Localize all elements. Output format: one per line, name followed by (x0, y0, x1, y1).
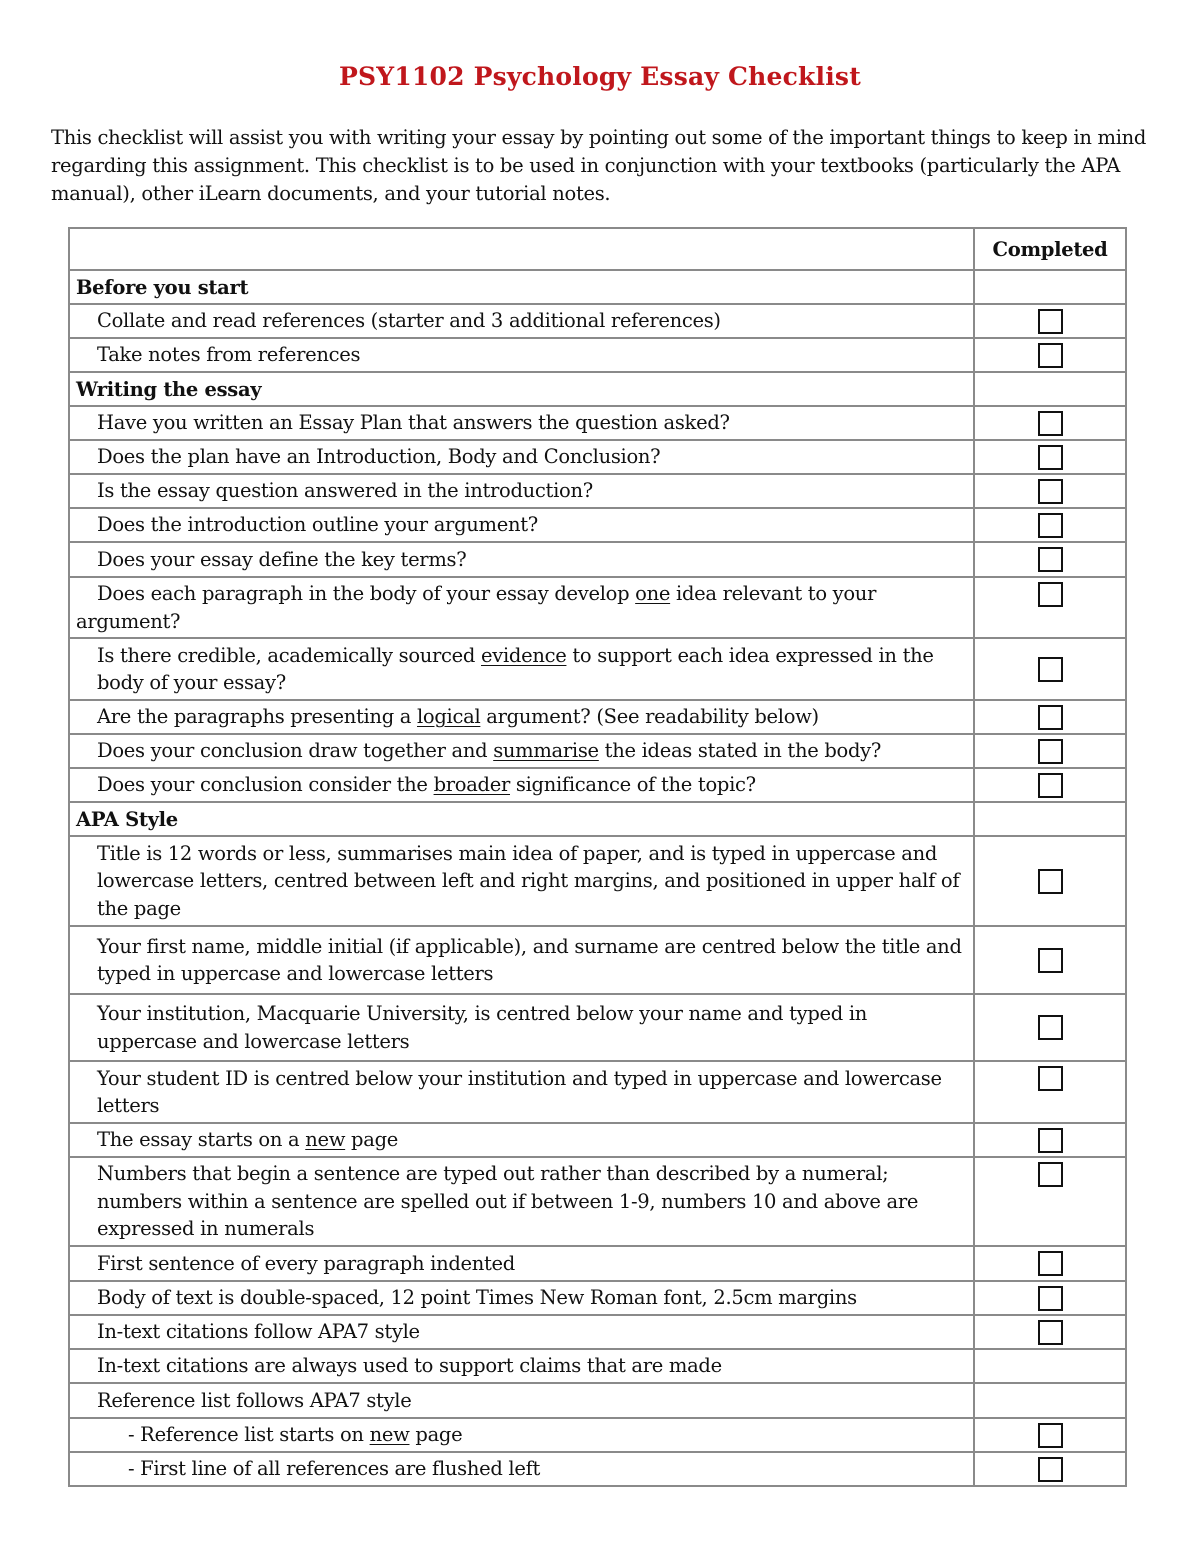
header-row (69, 228, 1126, 270)
item-plan-parts: Does the plan have an Introduction, Body and Conclusion? (69, 440, 974, 474)
item-title-rule: Title is 12 words or less, summarises main idea of paper, and is typed in uppercase and lowercase letters, centred between left and right margins, and positioned in upper half of the page (69, 836, 974, 926)
item-new-page: The essay starts on a new page (69, 1123, 974, 1157)
item-name-rule: Your first name, middle initial (if applicable), and surname are centred below the title and typed in uppercase and lowercase letters (69, 926, 974, 994)
item-citations-style: In-text citations follow APA7 style (69, 1315, 974, 1349)
item-citations-support: In-text citations are always used to support claims that are made (69, 1349, 974, 1383)
checkbox[interactable] (1038, 1286, 1063, 1311)
table-row (69, 734, 1126, 768)
item-indent: First sentence of every paragraph indented (69, 1246, 974, 1281)
item-take-notes: Take notes from references (69, 338, 974, 372)
item-student-id-rule: Your student ID is centred below your institution and typed in uppercase and lowercase letters (69, 1061, 974, 1123)
checkbox[interactable] (1038, 1162, 1063, 1187)
table-row (69, 1383, 1126, 1418)
table-row (69, 440, 1126, 474)
checkbox[interactable] (1038, 1423, 1063, 1448)
table-row (69, 1418, 1126, 1452)
item-reference-new-page: - Reference list starts on new page (69, 1418, 974, 1452)
table-row (69, 1246, 1126, 1281)
item-collate-references: Collate and read references (starter and 3 additional references) (69, 304, 974, 338)
checkbox[interactable] (1038, 1457, 1063, 1482)
page-title: PSY1102 Psychology Essay Checklist (339, 62, 861, 91)
item-body-text: Body of text is double-spaced, 12 point Times New Roman font, 2.5cm margins (69, 1281, 974, 1315)
checkbox[interactable] (1038, 411, 1063, 436)
checkbox[interactable] (1038, 739, 1063, 764)
table-row (69, 836, 1126, 926)
checkbox[interactable] (1038, 547, 1063, 572)
section-before-you-start: Before you start (69, 270, 974, 304)
table-row (69, 700, 1126, 734)
item-reference-list: Reference list follows APA7 style (69, 1383, 974, 1418)
section-row (69, 802, 1126, 836)
section-apa-style: APA Style (69, 802, 974, 836)
item-credible-evidence: Is there credible, academically sourced evidence to support each idea expressed in the body of your essay? (69, 638, 974, 700)
table-row (69, 638, 1126, 700)
item-question-in-intro: Is the essay question answered in the introduction? (69, 474, 974, 508)
item-logical-argument: Are the paragraphs presenting a logical argument? (See readability below) (69, 700, 974, 734)
checkbox[interactable] (1038, 869, 1063, 894)
table-row (69, 1349, 1126, 1383)
checkbox[interactable] (1038, 513, 1063, 538)
checkbox[interactable] (1038, 657, 1063, 682)
checkbox[interactable] (1038, 1015, 1063, 1040)
table-row (69, 1452, 1126, 1486)
checkbox[interactable] (1038, 479, 1063, 504)
checkbox[interactable] (1038, 343, 1063, 368)
checkbox[interactable] (1038, 445, 1063, 470)
section-row (69, 372, 1126, 406)
completed-column-header: Completed (974, 228, 1126, 270)
checkbox[interactable] (1038, 1251, 1063, 1276)
item-conclusion-summarise: Does your conclusion draw together and summarise the ideas stated in the body? (69, 734, 974, 768)
item-numbers-rule: Numbers that begin a sentence are typed out rather than described by a numeral; numbers within a sentence are spelled out if between 1-9, numbers 10 and above are expressed in numerals (69, 1157, 974, 1246)
checkbox[interactable] (1038, 948, 1063, 973)
table-row (69, 994, 1126, 1061)
checkbox[interactable] (1038, 582, 1063, 607)
item-intro-outline: Does the introduction outline your argument? (69, 508, 974, 542)
item-institution-rule: Your institution, Macquarie University, is centred below your name and typed in uppercase and lowercase letters (69, 994, 974, 1061)
section-row (69, 270, 1126, 304)
table-row (69, 1123, 1126, 1157)
table-row (69, 768, 1126, 802)
checkbox[interactable] (1038, 705, 1063, 730)
table-row (69, 474, 1126, 508)
item-conclusion-broader: Does your conclusion consider the broader significance of the topic? (69, 768, 974, 802)
header-blank-cell (69, 228, 974, 270)
table-row (69, 542, 1126, 577)
checkbox[interactable] (1038, 1128, 1063, 1153)
table-row (69, 1061, 1126, 1123)
item-key-terms: Does your essay define the key terms? (69, 542, 974, 577)
table-row (69, 338, 1126, 372)
checkbox[interactable] (1038, 1320, 1063, 1345)
table-row (69, 508, 1126, 542)
item-essay-plan: Have you written an Essay Plan that answers the question asked? (69, 406, 974, 440)
table-row (69, 1157, 1126, 1246)
checklist-table (68, 227, 1127, 1487)
table-row (69, 577, 1126, 638)
table-row (69, 304, 1126, 338)
checkbox[interactable] (1038, 309, 1063, 334)
intro-paragraph: This checklist will assist you with writing your essay by pointing out some of the important things to keep in mind regarding this assignment. This checklist is to be used in conjunction with your textbooks (particularly the APA manual), other iLearn documents, and your tutorial notes. (51, 126, 1147, 205)
checkbox[interactable] (1038, 773, 1063, 798)
section-writing-the-essay: Writing the essay (69, 372, 974, 406)
table-row (69, 406, 1126, 440)
item-paragraph-one-idea: Does each paragraph in the body of your essay develop one idea relevant to your argument? (69, 577, 974, 638)
table-row (69, 926, 1126, 994)
table-row (69, 1281, 1126, 1315)
item-reference-flush-left: - First line of all references are flushed left (69, 1452, 974, 1486)
checkbox[interactable] (1038, 1066, 1063, 1091)
table-row (69, 1315, 1126, 1349)
